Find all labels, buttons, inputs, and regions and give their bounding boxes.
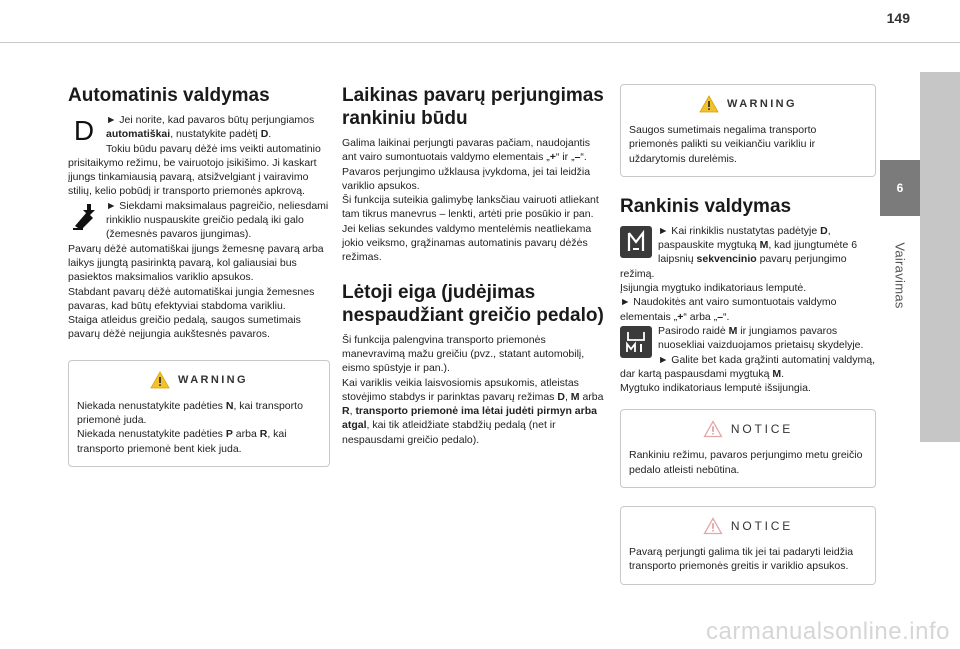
text-run: –: [717, 310, 724, 323]
text-run: transporto priemonė ima lėtai judėti pirmyn arba atgal: [342, 405, 597, 432]
warning-line-2: [77, 427, 321, 456]
chapter-title: [880, 225, 920, 325]
para-kickdown: ► Siekdami maksimalaus pagreičio, neliesdami rinkiklio nuspauskite greičio pedalą iki galo (žemesnės pavaros įjungimas).: [68, 199, 330, 242]
warning-title: WARNING: [178, 373, 248, 386]
para-manual-6: Mygtuko indikatoriaus lemputė išsijungia.: [620, 382, 811, 395]
text-run: arba: [579, 390, 604, 403]
text-run: ► Naudokitės ant vairo sumontuotais valdymo elementais „: [620, 296, 837, 323]
header-divider: [0, 42, 960, 43]
text-run: M: [772, 367, 782, 380]
para-manual-2: Įsijungia mygtuko indikatoriaus lemputė.: [620, 282, 807, 295]
notice-triangle-icon: [703, 517, 723, 535]
para-automatic-1b: Tokiu būdu pavarų dėžė ims veikti automatinio prisitaikymo režimu, be vairuotojo įsikišimo. Ji kaskart įjungs tinkamiausią pavarą, atsižvelgiant į vairavimo stilių, kelio pobūdį ir transporto priemonės apkrovą.: [68, 142, 321, 198]
para-temporary-3: Jei kelias sekundes valdymo mentelėmis neatliekama jokio veiksmo, grąžinamas automatinis pavarų dėžės režimas.: [342, 222, 592, 264]
text-run: pavarų perjungimo režimą.: [620, 253, 847, 280]
para-manual-4: [620, 324, 876, 353]
notice-1-text: Rankiniu režimu, pavaros perjungimo metu greičio pedalo atleisti nebūtina.: [629, 449, 863, 476]
text-run: M: [570, 390, 580, 403]
para-creep-1: Ši funkcija palengvina transporto priemonės manevravimą mažu greičiu (pvz., statant automobilį, eismo spūstyje ir pan.).: [342, 333, 585, 375]
warning-engine-text: Saugos sumetimais negalima transporto priemonės palikti su veikiančiu varikliu ir uždarytomis durelėmis.: [629, 124, 817, 165]
gear-d-icon: D: [73, 115, 95, 146]
text-run: D: [820, 224, 828, 237]
warning-triangle-icon: [699, 95, 719, 113]
gearbox-m-button-icon: [620, 226, 652, 258]
column-temporary-manual: [342, 80, 604, 447]
chapter-side-tab: [920, 72, 960, 442]
para-manual-3: [620, 295, 876, 324]
notice-box-2: [620, 506, 876, 585]
text-run: D: [557, 390, 565, 403]
notice-title: NOTICE: [730, 422, 794, 437]
text-run: Niekada nenustatykite padėties: [77, 428, 226, 441]
para-automatic-5: Staiga atleidus greičio pedalą, saugos sumetimais pavarų dėžė neįjungia aukštesnės pavaros.: [68, 314, 301, 341]
text-run: .: [268, 128, 272, 141]
text-run: .: [781, 367, 784, 380]
warning-box-neutral: [68, 360, 330, 467]
column-automatic: [68, 80, 330, 467]
text-run: “.: [723, 310, 730, 323]
heading-temporary-manual: Laikinas pavarų perjungimas rankiniu būdu: [342, 85, 604, 129]
text-run: ► Galite bet kada grąžinti automatinį valdymą, dar kartą paspausdami mygtuką: [620, 353, 875, 380]
para-manual-1: [620, 224, 876, 281]
notice-2-text: Pavarą perjungti galima tik jei tai padaryti leidžia transporto priemonės greitis ir variklio apsukos.: [629, 546, 854, 573]
warning-box-engine: [620, 84, 876, 177]
text-run: M: [728, 324, 738, 337]
para-automatic-3: Pavarų dėžė automatiškai įjungs žemesnę pavarą arba laikys įjungtą pasirinktą pavarą, kol galiausiai bus pasiektos maksimalios variklio apsukos.: [68, 242, 324, 284]
para-temporary-1: [342, 136, 604, 193]
text-run: N: [225, 399, 234, 412]
text-run: sekvencinio: [696, 253, 757, 266]
text-run: Kai variklis veikia laisvosiomis apsukomis, atleistas stovėjimo stabdys ir parinktas pavarų režimas: [342, 376, 579, 403]
heading-manual: Rankinis valdymas: [620, 195, 792, 217]
text-run: arba: [232, 428, 260, 441]
text-run: ,: [564, 390, 571, 403]
manual-mode-indicator-icon: [620, 326, 652, 358]
text-run: +: [549, 151, 556, 164]
text-run: Niekada nenustatykite padėties: [77, 399, 226, 412]
para-automatic-1: [68, 113, 330, 146]
text-run: D: [260, 128, 269, 141]
text-run: ► Kai rinkiklis nustatytas padėtyje: [658, 224, 821, 237]
para-automatic-4: Stabdant pavarų dėžė automatiškai jungia žemesnes pavaras, kad būtų efektyviai stabdoma varikliu.: [68, 285, 315, 312]
text-run: –: [574, 151, 581, 164]
text-run: R: [259, 428, 268, 441]
text-run: “ arba „: [683, 310, 718, 323]
warning-title: WARNING: [727, 98, 797, 110]
text-run: , kai transporto priemonė juda.: [77, 399, 303, 427]
text-run: automatiškai: [106, 128, 171, 141]
text-run: , nustatykite padėtį: [170, 128, 261, 141]
text-run: R: [342, 405, 350, 418]
text-run: Galima laikinai perjungti pavaras pačiam, naudojantis ant vairo sumontuotais valdymo elementais „: [342, 137, 591, 164]
para-creep-2: [342, 376, 604, 447]
text-run: Pasirodo raidė: [658, 324, 729, 337]
text-run: , paspauskite mygtuką: [658, 224, 831, 252]
kickdown-pedal-icon: [68, 201, 100, 233]
text-run: , kai tik atleidžiate stabdžių pedalą (net ir nespausdami greičio pedalo).: [342, 419, 556, 446]
text-run: , kai transporto priemonė bent kiek juda.: [77, 428, 287, 455]
chapter-title-text: Vairavimas: [892, 241, 908, 309]
text-run: ► Jei norite, kad pavaros būtų perjungiamos: [106, 114, 315, 126]
para-manual-5: [620, 353, 876, 382]
column-manual: [620, 80, 876, 585]
text-run: +: [677, 310, 684, 323]
watermark: carmanualsonline.info: [706, 618, 950, 645]
heading-creep: Lėtoji eiga (judėjimas nespaudžiant greičio pedalo): [342, 281, 604, 326]
heading-automatic: Automatinis valdymas: [68, 85, 270, 106]
page-number: 149: [886, 10, 910, 26]
warning-triangle-icon: [150, 371, 170, 389]
para-temporary-2: Ši funkcija suteikia galimybę lanksčiau vairuoti atliekant tam tikrus manevrus – lenkti, artėti prie posūkio ir pan.: [342, 194, 599, 221]
notice-triangle-icon: [703, 420, 723, 438]
text-run: ir jungiamos pavaros nuosekliai vaizduojamos prietaisų skydelyje.: [658, 324, 864, 352]
text-run: “ ir „: [555, 151, 575, 164]
text-run: “. Pavaros perjungimo užklausa įvykdoma, jei tai leidžia variklio apsukos.: [342, 151, 591, 192]
warning-line-1: [77, 399, 321, 428]
notice-title: NOTICE: [730, 519, 794, 534]
text-run: ,: [349, 405, 356, 418]
chapter-number: 6: [880, 160, 920, 216]
text-run: M: [759, 239, 769, 252]
notice-box-1: [620, 409, 876, 488]
text-run: P: [225, 428, 233, 441]
text-run: , kad įjungtumėte 6 laipsnių: [658, 239, 858, 266]
